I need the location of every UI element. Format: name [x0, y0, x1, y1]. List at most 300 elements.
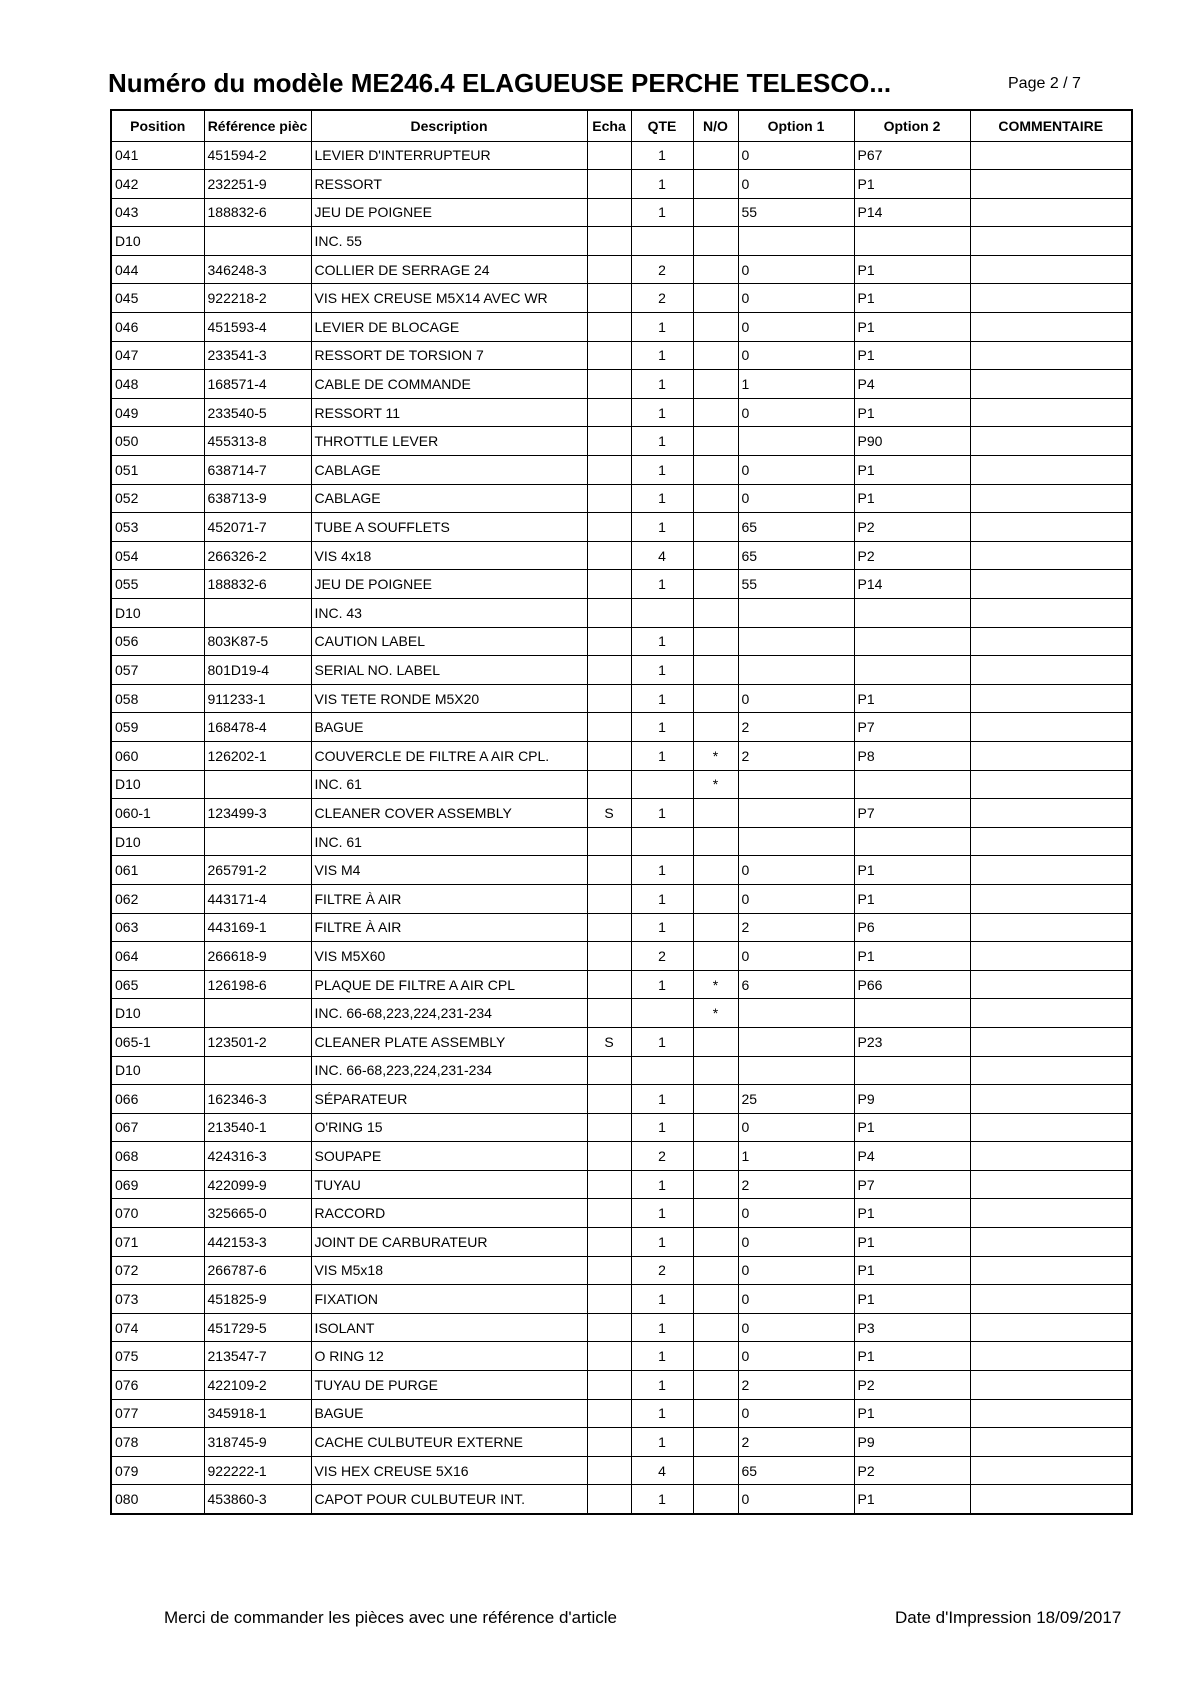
cell-commentaire: [970, 599, 1132, 628]
cell-qte: 1: [631, 484, 693, 513]
cell-reference: 325665-0: [204, 1199, 311, 1228]
cell-option2: P1: [854, 456, 970, 485]
cell-qte: 1: [631, 1027, 693, 1056]
cell-option1: [738, 227, 854, 256]
cell-description: TUYAU: [311, 1170, 587, 1199]
cell-reference: 318745-9: [204, 1428, 311, 1457]
cell-reference: 233540-5: [204, 398, 311, 427]
cell-qte: 2: [631, 1256, 693, 1285]
cell-option2: P1: [854, 313, 970, 342]
cell-echange: [587, 484, 631, 513]
cell-position: 055: [111, 570, 204, 599]
cell-reference: 213547-7: [204, 1342, 311, 1371]
cell-reference: 451594-2: [204, 141, 311, 170]
cell-no: [693, 341, 738, 370]
table-row: [111, 427, 1132, 456]
cell-option2: P1: [854, 1285, 970, 1314]
cell-description: CLEANER COVER ASSEMBLY: [311, 799, 587, 828]
cell-description: VIS HEX CREUSE 5X16: [311, 1456, 587, 1485]
table-row: [111, 1085, 1132, 1114]
cell-qte: 2: [631, 1142, 693, 1171]
cell-echange: [587, 599, 631, 628]
cell-echange: [587, 570, 631, 599]
cell-commentaire: [970, 1256, 1132, 1285]
cell-reference: 188832-6: [204, 198, 311, 227]
cell-option2: P7: [854, 1170, 970, 1199]
table-row: [111, 141, 1132, 170]
cell-description: TUBE A SOUFFLETS: [311, 513, 587, 542]
cell-description: BAGUE: [311, 1399, 587, 1428]
cell-no: [693, 942, 738, 971]
cell-option1: 0: [738, 1313, 854, 1342]
cell-description: COUVERCLE DE FILTRE A AIR CPL.: [311, 741, 587, 770]
cell-option1: [738, 599, 854, 628]
cell-option2: P1: [854, 1399, 970, 1428]
cell-echange: [587, 913, 631, 942]
cell-echange: [587, 198, 631, 227]
cell-qte: 1: [631, 970, 693, 999]
cell-qte: 1: [631, 1170, 693, 1199]
table-row: [111, 656, 1132, 685]
cell-option2: P7: [854, 799, 970, 828]
cell-option1: 1: [738, 1142, 854, 1171]
cell-option1: 65: [738, 1456, 854, 1485]
table-row: [111, 255, 1132, 284]
cell-position: 068: [111, 1142, 204, 1171]
cell-commentaire: [970, 1199, 1132, 1228]
col-header-option1: Option 1: [738, 110, 854, 141]
cell-position: 062: [111, 884, 204, 913]
cell-reference: 801D19-4: [204, 656, 311, 685]
cell-no: [693, 1456, 738, 1485]
cell-commentaire: [970, 1313, 1132, 1342]
cell-option2: P1: [854, 1228, 970, 1257]
cell-description: O'RING 15: [311, 1113, 587, 1142]
cell-position: 051: [111, 456, 204, 485]
cell-echange: [587, 456, 631, 485]
cell-position: 044: [111, 255, 204, 284]
cell-qte: 1: [631, 913, 693, 942]
cell-option1: [738, 770, 854, 799]
cell-qte: 1: [631, 170, 693, 199]
cell-description: CACHE CULBUTEUR EXTERNE: [311, 1428, 587, 1457]
cell-no: [693, 684, 738, 713]
cell-description: CABLAGE: [311, 456, 587, 485]
cell-qte: 2: [631, 942, 693, 971]
cell-position: 043: [111, 198, 204, 227]
cell-no: [693, 513, 738, 542]
cell-commentaire: [970, 1428, 1132, 1457]
table-row: [111, 1113, 1132, 1142]
cell-commentaire: [970, 1399, 1132, 1428]
cell-position: D10: [111, 999, 204, 1028]
table-row: [111, 541, 1132, 570]
cell-option1: 0: [738, 884, 854, 913]
footer-print-date: Date d'Impression 18/09/2017: [895, 1608, 1122, 1627]
cell-option1: 0: [738, 684, 854, 713]
cell-option2: P1: [854, 884, 970, 913]
cell-reference: 123499-3: [204, 799, 311, 828]
cell-echange: [587, 427, 631, 456]
table-row: [111, 1142, 1132, 1171]
table-row: [111, 484, 1132, 513]
cell-no: [693, 427, 738, 456]
cell-option2: P1: [854, 1256, 970, 1285]
cell-description: VIS HEX CREUSE M5X14 AVEC WR: [311, 284, 587, 313]
cell-qte: 1: [631, 1199, 693, 1228]
cell-option1: 2: [738, 1371, 854, 1400]
cell-description: FIXATION: [311, 1285, 587, 1314]
table-row: [111, 884, 1132, 913]
cell-position: 061: [111, 856, 204, 885]
cell-reference: 266618-9: [204, 942, 311, 971]
table-row: [111, 1456, 1132, 1485]
cell-no: [693, 713, 738, 742]
cell-position: 077: [111, 1399, 204, 1428]
cell-commentaire: [970, 541, 1132, 570]
cell-echange: [587, 1342, 631, 1371]
cell-no: *: [693, 741, 738, 770]
cell-commentaire: [970, 1285, 1132, 1314]
cell-echange: [587, 1199, 631, 1228]
cell-echange: [587, 541, 631, 570]
cell-no: [693, 541, 738, 570]
cell-reference: [204, 827, 311, 856]
cell-commentaire: [970, 570, 1132, 599]
cell-no: [693, 1285, 738, 1314]
cell-echange: S: [587, 1027, 631, 1056]
cell-option2: P2: [854, 513, 970, 542]
table-row: [111, 170, 1132, 199]
cell-commentaire: [970, 1456, 1132, 1485]
cell-position: 069: [111, 1170, 204, 1199]
cell-qte: 1: [631, 741, 693, 770]
cell-echange: [587, 827, 631, 856]
cell-reference: 168478-4: [204, 713, 311, 742]
cell-description: CABLAGE: [311, 484, 587, 513]
cell-option1: 0: [738, 942, 854, 971]
cell-commentaire: [970, 827, 1132, 856]
cell-no: [693, 484, 738, 513]
cell-option2: P1: [854, 942, 970, 971]
cell-option2: P9: [854, 1428, 970, 1457]
cell-option2: P2: [854, 1456, 970, 1485]
cell-no: [693, 1313, 738, 1342]
table-row: [111, 1485, 1132, 1514]
cell-position: 045: [111, 284, 204, 313]
cell-no: [693, 1056, 738, 1085]
cell-qte: 1: [631, 570, 693, 599]
cell-option2: [854, 627, 970, 656]
cell-description: ISOLANT: [311, 1313, 587, 1342]
cell-commentaire: [970, 198, 1132, 227]
footer-note: Merci de commander les pièces avec une référence d'article: [164, 1608, 618, 1627]
cell-echange: [587, 1285, 631, 1314]
cell-qte: 1: [631, 398, 693, 427]
cell-description: RESSORT: [311, 170, 587, 199]
cell-echange: [587, 313, 631, 342]
cell-qte: 4: [631, 1456, 693, 1485]
cell-echange: [587, 284, 631, 313]
cell-position: D10: [111, 599, 204, 628]
cell-echange: [587, 1228, 631, 1257]
cell-position: 073: [111, 1285, 204, 1314]
cell-description: JOINT DE CARBURATEUR: [311, 1228, 587, 1257]
cell-commentaire: [970, 398, 1132, 427]
cell-qte: 1: [631, 713, 693, 742]
table-row: [111, 1027, 1132, 1056]
cell-commentaire: [970, 942, 1132, 971]
cell-reference: 922218-2: [204, 284, 311, 313]
table-row: [111, 1285, 1132, 1314]
cell-description: JEU DE POIGNEE: [311, 198, 587, 227]
cell-option2: [854, 999, 970, 1028]
cell-echange: [587, 684, 631, 713]
table-row: [111, 970, 1132, 999]
cell-description: CLEANER PLATE ASSEMBLY: [311, 1027, 587, 1056]
cell-commentaire: [970, 741, 1132, 770]
col-header-option2: Option 2: [854, 110, 970, 141]
cell-description: SERIAL NO. LABEL: [311, 656, 587, 685]
cell-reference: 451729-5: [204, 1313, 311, 1342]
cell-commentaire: [970, 370, 1132, 399]
cell-qte: 1: [631, 627, 693, 656]
cell-option1: 0: [738, 341, 854, 370]
cell-qte: 1: [631, 456, 693, 485]
cell-description: BAGUE: [311, 713, 587, 742]
cell-reference: 453860-3: [204, 1485, 311, 1514]
cell-option1: 0: [738, 141, 854, 170]
table-row: [111, 227, 1132, 256]
cell-option1: 0: [738, 484, 854, 513]
cell-reference: 443171-4: [204, 884, 311, 913]
cell-position: 066: [111, 1085, 204, 1114]
cell-qte: [631, 1056, 693, 1085]
cell-option2: P1: [854, 856, 970, 885]
cell-option2: P1: [854, 1113, 970, 1142]
cell-description: FILTRE À AIR: [311, 913, 587, 942]
cell-commentaire: [970, 513, 1132, 542]
cell-option1: 0: [738, 456, 854, 485]
cell-qte: 1: [631, 1428, 693, 1457]
cell-option2: P66: [854, 970, 970, 999]
cell-qte: 1: [631, 427, 693, 456]
cell-qte: 1: [631, 513, 693, 542]
cell-description: O RING 12: [311, 1342, 587, 1371]
cell-position: 053: [111, 513, 204, 542]
cell-echange: [587, 1456, 631, 1485]
cell-no: [693, 398, 738, 427]
cell-option2: [854, 770, 970, 799]
cell-echange: [587, 999, 631, 1028]
cell-reference: 424316-3: [204, 1142, 311, 1171]
cell-reference: 266326-2: [204, 541, 311, 570]
cell-commentaire: [970, 1228, 1132, 1257]
cell-position: 076: [111, 1371, 204, 1400]
cell-option1: 2: [738, 1170, 854, 1199]
cell-reference: 638714-7: [204, 456, 311, 485]
cell-option2: P1: [854, 284, 970, 313]
cell-option1: [738, 1056, 854, 1085]
cell-no: *: [693, 970, 738, 999]
cell-position: 067: [111, 1113, 204, 1142]
cell-option1: 1: [738, 370, 854, 399]
cell-qte: [631, 770, 693, 799]
col-header-no: N/O: [693, 110, 738, 141]
table-row: [111, 1256, 1132, 1285]
table-row: [111, 570, 1132, 599]
cell-no: *: [693, 770, 738, 799]
cell-reference: 123501-2: [204, 1027, 311, 1056]
cell-option1: 0: [738, 1113, 854, 1142]
table-row: [111, 741, 1132, 770]
cell-no: [693, 370, 738, 399]
cell-echange: [587, 1399, 631, 1428]
cell-option1: [738, 656, 854, 685]
table-row: [111, 284, 1132, 313]
cell-echange: [587, 656, 631, 685]
cell-description: RACCORD: [311, 1199, 587, 1228]
cell-option1: 55: [738, 198, 854, 227]
cell-commentaire: [970, 484, 1132, 513]
cell-commentaire: [970, 1056, 1132, 1085]
cell-description: INC. 66-68,223,224,231-234: [311, 1056, 587, 1085]
cell-description: SOUPAPE: [311, 1142, 587, 1171]
cell-qte: 1: [631, 1485, 693, 1514]
cell-commentaire: [970, 913, 1132, 942]
cell-qte: 1: [631, 370, 693, 399]
cell-position: 065-1: [111, 1027, 204, 1056]
cell-description: INC. 66-68,223,224,231-234: [311, 999, 587, 1028]
table-row: [111, 313, 1132, 342]
cell-echange: [587, 1170, 631, 1199]
cell-no: [693, 1199, 738, 1228]
cell-no: *: [693, 999, 738, 1028]
cell-echange: [587, 1485, 631, 1514]
table-row: [111, 627, 1132, 656]
cell-position: D10: [111, 1056, 204, 1085]
cell-echange: S: [587, 799, 631, 828]
cell-no: [693, 599, 738, 628]
cell-reference: 346248-3: [204, 255, 311, 284]
cell-description: CAPOT POUR CULBUTEUR INT.: [311, 1485, 587, 1514]
table-row: [111, 770, 1132, 799]
cell-reference: [204, 599, 311, 628]
cell-option2: P1: [854, 684, 970, 713]
cell-no: [693, 284, 738, 313]
cell-reference: 126202-1: [204, 741, 311, 770]
cell-reference: [204, 227, 311, 256]
table-row: [111, 799, 1132, 828]
cell-description: INC. 61: [311, 770, 587, 799]
cell-qte: 1: [631, 1313, 693, 1342]
cell-option1: 6: [738, 970, 854, 999]
cell-reference: 188832-6: [204, 570, 311, 599]
table-row: [111, 513, 1132, 542]
cell-option2: [854, 827, 970, 856]
cell-qte: 2: [631, 284, 693, 313]
cell-description: RESSORT 11: [311, 398, 587, 427]
cell-qte: 1: [631, 856, 693, 885]
cell-option1: 65: [738, 541, 854, 570]
cell-description: RESSORT DE TORSION 7: [311, 341, 587, 370]
cell-echange: [587, 1313, 631, 1342]
cell-commentaire: [970, 1113, 1132, 1142]
cell-no: [693, 1027, 738, 1056]
cell-qte: [631, 227, 693, 256]
cell-commentaire: [970, 141, 1132, 170]
cell-option1: [738, 827, 854, 856]
table-row: [111, 1199, 1132, 1228]
cell-commentaire: [970, 684, 1132, 713]
cell-option2: P23: [854, 1027, 970, 1056]
cell-position: 059: [111, 713, 204, 742]
cell-no: [693, 1371, 738, 1400]
cell-echange: [587, 856, 631, 885]
cell-no: [693, 656, 738, 685]
cell-no: [693, 1485, 738, 1514]
table-row: [111, 599, 1132, 628]
cell-position: 046: [111, 313, 204, 342]
cell-echange: [587, 370, 631, 399]
cell-no: [693, 1399, 738, 1428]
cell-reference: 911233-1: [204, 684, 311, 713]
cell-option2: P1: [854, 1485, 970, 1514]
cell-option2: [854, 1056, 970, 1085]
cell-qte: [631, 599, 693, 628]
cell-position: D10: [111, 827, 204, 856]
cell-qte: 1: [631, 141, 693, 170]
cell-description: CAUTION LABEL: [311, 627, 587, 656]
cell-position: 058: [111, 684, 204, 713]
cell-commentaire: [970, 999, 1132, 1028]
cell-commentaire: [970, 284, 1132, 313]
cell-option2: P1: [854, 484, 970, 513]
page-number: Page 2 / 7: [1008, 75, 1081, 92]
cell-option1: 0: [738, 284, 854, 313]
table-row: [111, 827, 1132, 856]
table-row: [111, 999, 1132, 1028]
cell-no: [693, 913, 738, 942]
cell-commentaire: [970, 341, 1132, 370]
cell-commentaire: [970, 884, 1132, 913]
cell-no: [693, 856, 738, 885]
cell-echange: [587, 1085, 631, 1114]
cell-commentaire: [970, 970, 1132, 999]
cell-reference: 452071-7: [204, 513, 311, 542]
table-row: [111, 913, 1132, 942]
cell-reference: 126198-6: [204, 970, 311, 999]
cell-commentaire: [970, 313, 1132, 342]
cell-no: [693, 570, 738, 599]
table-row: [111, 1170, 1132, 1199]
cell-position: 048: [111, 370, 204, 399]
cell-option2: P4: [854, 370, 970, 399]
table-row: [111, 1428, 1132, 1457]
col-header-echange: Echa: [587, 110, 631, 141]
cell-echange: [587, 1113, 631, 1142]
cell-no: [693, 313, 738, 342]
cell-option1: 0: [738, 1199, 854, 1228]
cell-option1: [738, 999, 854, 1028]
table-row: [111, 684, 1132, 713]
cell-description: CABLE DE COMMANDE: [311, 370, 587, 399]
cell-qte: 1: [631, 799, 693, 828]
cell-echange: [587, 513, 631, 542]
cell-qte: [631, 827, 693, 856]
cell-commentaire: [970, 427, 1132, 456]
cell-description: VIS M4: [311, 856, 587, 885]
